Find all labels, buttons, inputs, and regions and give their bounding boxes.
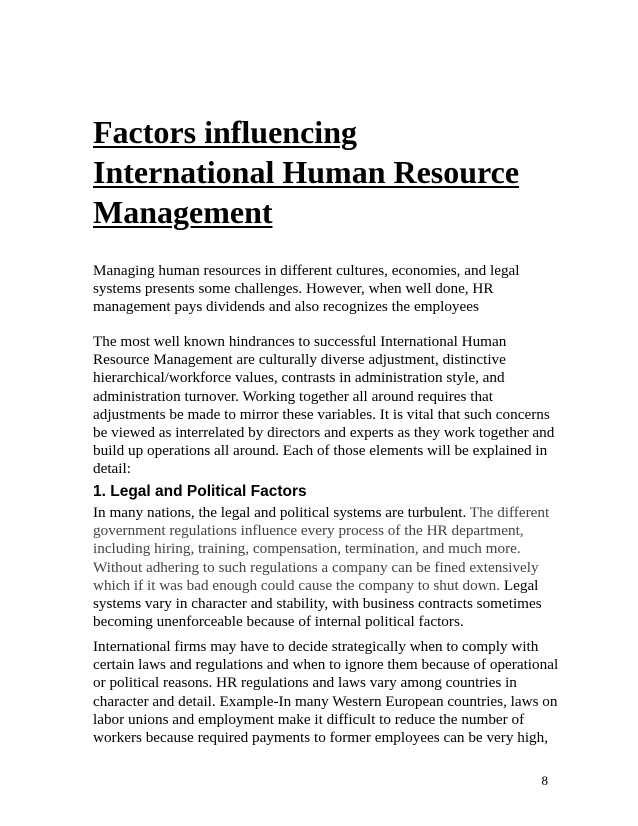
section-heading: 1. Legal and Political Factors [93, 483, 307, 500]
text-line: International firms may have to decide strategically when to comply with [93, 638, 539, 655]
hindrances-paragraph [93, 333, 613, 479]
text-line [93, 522, 613, 540]
text-line: workers because required payments to former employees can be very high, [93, 729, 549, 747]
text-line: certain laws and regulations and when to ignore them because of operational [93, 656, 559, 674]
title-line [93, 112, 603, 152]
text-line: administration turnover. Working together all around requires that [93, 387, 494, 405]
text-line [93, 559, 613, 577]
text-line: management pays dividends and also recognizes the employees [93, 298, 479, 316]
text-line: systems presents some challenges. However, when well done, HR [93, 280, 494, 298]
text-line: Resource Management are culturally diverse adjustment, distinctive [93, 351, 506, 369]
text-line: or political reasons. HR regulations and laws vary among countries in [93, 674, 517, 692]
text-line [93, 577, 613, 595]
page-title [93, 112, 603, 232]
intro-paragraph [93, 262, 613, 317]
legal-political-paragraph [93, 504, 613, 631]
text-line: detail: [93, 460, 131, 478]
gray-text-segment: which if it was bad enough could cause the company to shut down. [93, 576, 501, 594]
text-line [93, 595, 613, 613]
title-line [93, 192, 603, 232]
text-line: hierarchical/workforce values, contrasts in administration style, and [93, 369, 505, 387]
international-firms-paragraph [93, 638, 613, 747]
gray-text-segment: The different [466, 504, 550, 521]
text-line [93, 540, 613, 558]
gray-text-segment: including hiring, training, compensation, termination, and much more. [93, 540, 521, 558]
title-line [93, 152, 603, 192]
text-line: The most well known hindrances to successful International Human [93, 333, 507, 350]
text-line [93, 613, 613, 631]
title-line-text: Management [93, 194, 273, 230]
text-line: build up operations all around. Each of those elements will be explained in [93, 442, 548, 460]
text-segment: becoming unenforceable because of internal political factors. [93, 613, 464, 631]
text-segment: Legal [500, 576, 539, 594]
page-number: 8 [541, 773, 548, 788]
text-line: character and detail. Example-In many Western European countries, laws on [93, 692, 558, 710]
text-segment: In many nations, the legal and political systems are turbulent. [93, 504, 467, 521]
title-line-text: International Human Resource [93, 154, 520, 190]
text-segment: systems vary in character and stability, with business contracts sometimes [93, 595, 542, 613]
text-line: Managing human resources in different cultures, economies, and legal [93, 262, 520, 279]
text-line: labor unions and employment make it difficult to reduce the number of [93, 710, 525, 728]
gray-text-segment: Without adhering to such regulations a company can be fined extensively [93, 558, 539, 576]
gray-text-segment: government regulations influence every process of the HR department, [93, 522, 524, 540]
title-line-text: Factors influencing [93, 114, 357, 150]
text-line: adjustments be made to mirror these variables. It is vital that such concerns [93, 405, 550, 423]
text-line [93, 504, 613, 522]
text-line: be viewed as interrelated by directors and experts as they work together and [93, 424, 555, 442]
